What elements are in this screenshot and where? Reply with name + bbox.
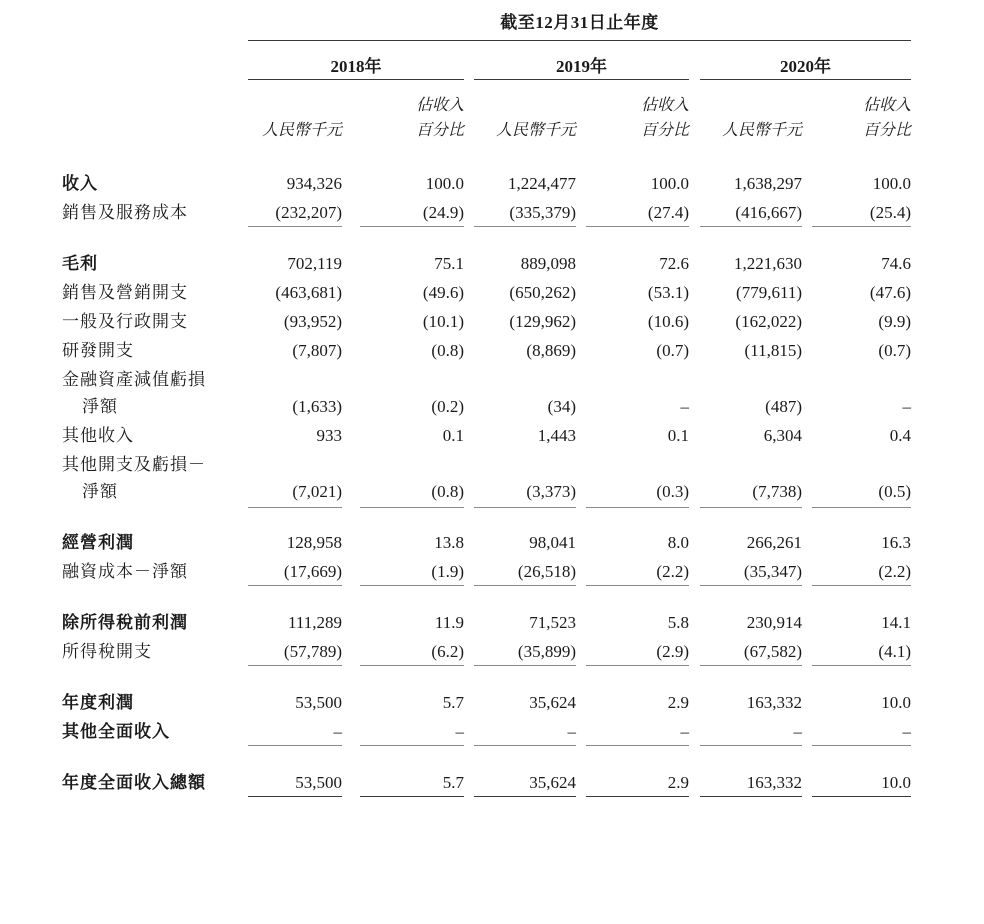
underline-segment [586, 507, 689, 508]
table-cell: (25.4) [869, 203, 911, 222]
table-cell: (53.1) [647, 283, 689, 302]
table-cell: (0.8) [431, 482, 464, 501]
unit-header-amount-2018: 人民幣千元 [261, 122, 342, 139]
table-cell: (26,518) [517, 562, 576, 581]
table-cell: (335,379) [509, 203, 576, 222]
table-cell: (47.6) [869, 283, 911, 302]
row-underline [0, 745, 984, 747]
underline-segment [474, 796, 576, 797]
table-row [0, 718, 984, 747]
table-cell: (4.1) [878, 642, 911, 661]
underline-segment [586, 745, 689, 746]
table-cell: (232,207) [275, 203, 342, 222]
underline-segment [360, 796, 464, 797]
table-cell: (487) [765, 397, 802, 416]
table-row [0, 308, 984, 337]
table-cell: 14.1 [881, 613, 911, 632]
underline-segment [360, 507, 464, 508]
underline-segment [474, 507, 576, 508]
table-cell: 35,624 [529, 773, 576, 792]
table-cell: 100.0 [872, 174, 911, 193]
underline-segment [248, 226, 342, 227]
table-cell: – [455, 722, 464, 741]
table-row [0, 558, 984, 587]
table-row [0, 250, 984, 279]
table-row [0, 769, 984, 798]
row-label-continuation: 淨額 [82, 482, 118, 501]
table-row [0, 689, 984, 718]
table-cell: 163,332 [746, 773, 802, 792]
table-cell: (17,669) [283, 562, 342, 581]
table-cell: – [793, 722, 802, 741]
table-cell: (2.2) [656, 562, 689, 581]
table-cell: – [567, 722, 576, 741]
row-label: 融資成本－淨額 [62, 562, 188, 581]
underline-segment [586, 665, 689, 666]
table-cell: 5.8 [667, 613, 689, 632]
table-cell: 702,119 [287, 254, 342, 273]
table-cell: 75.1 [434, 254, 464, 273]
row-underline [0, 665, 984, 667]
table-cell: 5.7 [442, 773, 464, 792]
table-cell: (0.2) [431, 397, 464, 416]
table-cell: (0.5) [878, 482, 911, 501]
table-cell: (1.9) [431, 562, 464, 581]
underline-segment [248, 796, 342, 797]
table-cell: (0.7) [656, 341, 689, 360]
table-cell: – [333, 722, 342, 741]
underline-segment [474, 226, 576, 227]
underline-segment [700, 665, 802, 666]
table-cell: 10.0 [881, 773, 911, 792]
table-cell: (2.2) [878, 562, 911, 581]
table-cell: 13.8 [434, 533, 464, 552]
table-row [0, 337, 984, 366]
table-cell: 8.0 [667, 533, 689, 552]
table-cell: 1,443 [537, 426, 576, 445]
underline-segment [812, 745, 911, 746]
table-cell: (1,633) [292, 397, 342, 416]
underline-segment [586, 585, 689, 586]
table-cell: (7,738) [752, 482, 802, 501]
table-cell: 1,224,477 [508, 174, 576, 193]
row-label: 毛利 [62, 254, 98, 273]
header-top-rule [248, 40, 911, 41]
table-cell: 10.0 [881, 693, 911, 712]
table-cell: 2.9 [667, 693, 689, 712]
table-body [0, 170, 984, 798]
underline-segment [360, 226, 464, 227]
underline-segment [812, 796, 911, 797]
column-year-2020: 2020年 [780, 57, 831, 76]
table-row [0, 638, 984, 667]
underline-segment [812, 507, 911, 508]
underline-segment [248, 507, 342, 508]
table-cell: (67,582) [743, 642, 802, 661]
table-cell: (162,022) [735, 312, 802, 331]
table-cell: (8,869) [526, 341, 576, 360]
underline-segment [586, 796, 689, 797]
table-cell: – [902, 722, 911, 741]
table-cell: 933 [316, 426, 342, 445]
table-cell: 163,332 [746, 693, 802, 712]
table-cell: (10.6) [647, 312, 689, 331]
year-rule-2020 [700, 79, 911, 80]
table-cell: (93,952) [283, 312, 342, 331]
table-row [0, 451, 984, 507]
row-underline [0, 507, 984, 509]
underline-segment [360, 665, 464, 666]
underline-segment [700, 796, 802, 797]
table-cell: (0.7) [878, 341, 911, 360]
unit-header-percent-2019: 佔收入 百分比 [640, 97, 689, 139]
table-cell: (463,681) [275, 283, 342, 302]
table-cell: 35,624 [529, 693, 576, 712]
column-year-2019: 2019年 [556, 57, 607, 76]
row-label: 年度利潤 [62, 693, 134, 712]
table-cell: 0.4 [889, 426, 911, 445]
table-cell: 266,261 [746, 533, 802, 552]
table-cell: (7,021) [292, 482, 342, 501]
table-cell: 889,098 [520, 254, 576, 273]
table-cell: (10.1) [422, 312, 464, 331]
underline-segment [360, 745, 464, 746]
table-row [0, 529, 984, 558]
table-cell: (650,262) [509, 283, 576, 302]
row-label: 所得稅開支 [62, 642, 152, 661]
table-cell: (2.9) [656, 642, 689, 661]
row-label: 金融資產減值虧損 [62, 370, 206, 389]
column-year-2018: 2018年 [330, 57, 382, 76]
underline-segment [812, 665, 911, 666]
row-label: 經營利潤 [62, 533, 134, 552]
row-underline [0, 585, 984, 587]
row-underline [0, 226, 984, 228]
period-title: 截至12月31日止年度 [500, 13, 659, 32]
table-cell: (24.9) [422, 203, 464, 222]
table-row [0, 199, 984, 228]
table-cell: (11,815) [744, 341, 802, 360]
table-cell: 6,304 [763, 426, 802, 445]
table-cell: (35,899) [517, 642, 576, 661]
underline-segment [248, 745, 342, 746]
underline-segment [700, 226, 802, 227]
table-cell: 72.6 [659, 254, 689, 273]
table-row [0, 170, 984, 199]
underline-segment [474, 585, 576, 586]
row-label-continuation: 淨額 [82, 397, 118, 416]
table-cell: 230,914 [746, 613, 802, 632]
table-cell: 74.6 [881, 254, 911, 273]
unit-header-amount-2020: 人民幣千元 [721, 122, 802, 139]
table-cell: (779,611) [736, 283, 802, 302]
table-cell: (9.9) [878, 312, 911, 331]
row-label: 銷售及營銷開支 [62, 283, 188, 302]
underline-segment [812, 585, 911, 586]
underline-segment [248, 665, 342, 666]
row-label: 研發開支 [62, 341, 134, 360]
table-cell: 100.0 [425, 174, 464, 193]
table-row [0, 422, 984, 451]
row-label: 銷售及服務成本 [62, 203, 188, 222]
table-row [0, 279, 984, 308]
underline-segment [586, 226, 689, 227]
year-rule-2018 [248, 79, 464, 80]
table-cell: – [680, 722, 689, 741]
underline-segment [248, 585, 342, 586]
table-cell: (35,347) [743, 562, 802, 581]
row-label: 收入 [62, 174, 98, 193]
year-rule-2019 [474, 79, 689, 80]
row-label: 年度全面收入總額 [62, 773, 206, 792]
table-cell: (6.2) [431, 642, 464, 661]
table-cell: (129,962) [509, 312, 576, 331]
table-cell: (0.8) [431, 341, 464, 360]
row-underline [0, 796, 984, 798]
table-cell: 5.7 [442, 693, 464, 712]
row-label: 其他全面收入 [62, 722, 170, 741]
underline-segment [474, 745, 576, 746]
table-cell: 100.0 [650, 174, 689, 193]
table-cell: 0.1 [667, 426, 689, 445]
table-cell: 128,958 [286, 533, 342, 552]
table-cell: 53,500 [295, 773, 342, 792]
table-row [0, 366, 984, 422]
underline-segment [700, 507, 802, 508]
table-cell: 98,041 [529, 533, 576, 552]
table-cell: 2.9 [667, 773, 689, 792]
table-cell: 1,221,630 [734, 254, 802, 273]
underline-segment [474, 665, 576, 666]
row-label: 其他收入 [62, 426, 134, 445]
table-row [0, 609, 984, 638]
row-label: 一般及行政開支 [62, 312, 188, 331]
unit-header-amount-2019: 人民幣千元 [495, 122, 576, 139]
underline-segment [700, 585, 802, 586]
table-cell: (416,667) [735, 203, 802, 222]
table-cell: (27.4) [647, 203, 689, 222]
table-cell: 16.3 [881, 533, 911, 552]
table-cell: (0.3) [656, 482, 689, 501]
unit-header-percent-2020: 佔收入 百分比 [862, 97, 911, 139]
row-label: 除所得稅前利潤 [62, 613, 188, 632]
table-cell: (34) [547, 397, 576, 416]
table-cell: (7,807) [292, 341, 342, 360]
underline-segment [700, 745, 802, 746]
table-cell: 53,500 [295, 693, 342, 712]
table-cell: – [902, 397, 911, 416]
table-cell: 934,326 [286, 174, 342, 193]
table-cell: – [680, 397, 689, 416]
table-cell: (49.6) [422, 283, 464, 302]
table-cell: 1,638,297 [734, 174, 802, 193]
table-cell: (3,373) [526, 482, 576, 501]
row-label: 其他開支及虧損－ [62, 455, 206, 474]
table-cell: 0.1 [442, 426, 464, 445]
underline-segment [360, 585, 464, 586]
table-cell: 111,289 [288, 613, 342, 632]
table-cell: (57,789) [283, 642, 342, 661]
unit-header-percent-2018: 佔收入 百分比 [415, 97, 464, 139]
table-cell: 71,523 [529, 613, 576, 632]
table-cell: 11.9 [434, 613, 464, 632]
underline-segment [812, 226, 911, 227]
